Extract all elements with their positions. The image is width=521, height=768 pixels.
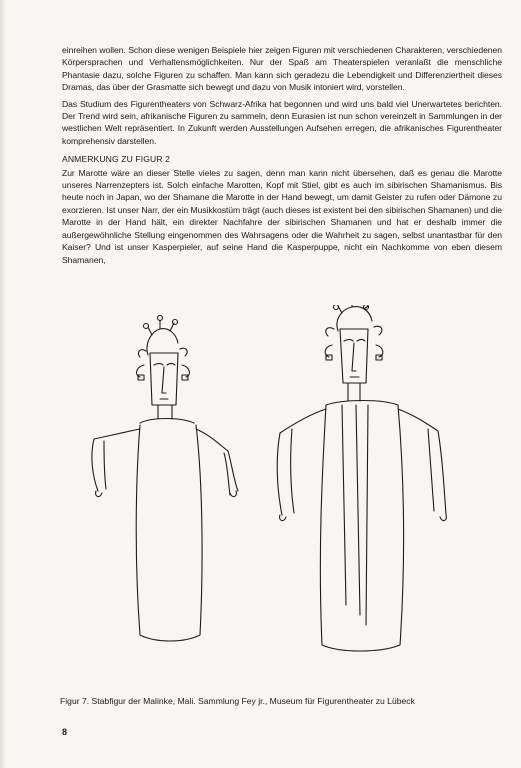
paragraph-2: Das Studium des Figurentheaters von Schwarz-Afrika hat begonnen und wird uns bald viel Unerwartetes berichten. Der Trend wird sein, afrikanische Figuren zu sammeln, denn Eurasien ist nun schon vereinzelt in Sammlungen in der westlichen Welt repräsentiert. In Zukunft werden Ausstellungen Aufsehen erregen, die afrikanisches Figurentheater komprehensiv darstellen. — [62, 98, 502, 146]
paragraph-3: Zur Marotte wäre an dieser Stelle vieles zu sagen, denn man kann nicht übersehen, daß es genau die Marotte unseres Narrenzepters ist. Solch einfache Marotten, Kopf mit Stiel, gibt es auch im sibirischen Shamanismus. Bis heute noch in Japan, wo der Shamane die Marotte in der Hand bewegt, um damit Geister zu rufen oder Dämone zu exorzieren. Ist unser Narr, der ein Musikkostüm trägt (auch dieses ist existent bei den sibirischen Shamanen) und die Marotte in der Hand hält, ein direkter Nachfahre der sibirischen Shamanen und hat er deshalb immer die außergewöhnliche Stellung eingenommen des Wahrsagens oder die Wahrheit zu sagen, selbst unantastbar für den Kaiser? Und ist unser Kasperpieler, auf seine Hand die Kasperpuppe, nicht ein Nachkomme von eben diesem Shamanen, — [62, 167, 502, 265]
paragraph-1: einreihen wollen. Schon diese wenigen Beispiele hier zeigen Figuren mit verschiedenen Charakteren, verschiedenen Körpersprachen und Verhaltensmöglichkeiten. Nur der Spaß am Theaterspielen veranlaßt die menschliche Phantasie dazu, solche Figuren zu schaffen. Man kann sich geradezu die Lebendigkeit und Differenziertheit dieses Dramas, das über der Grasmatte sich bewegt und dazu von Musik intoniert wird, vorstellen. — [62, 45, 502, 93]
body-text — [62, 44, 502, 270]
figure-caption: Figur 7. Stabfigur der Malinke, Mali. Sammlung Fey jr., Museum für Figurentheater zu Lübeck — [60, 696, 415, 706]
page-number: 8 — [62, 727, 68, 737]
figure-7-drawing — [60, 305, 490, 695]
section-heading: ANMERKUNG ZU FIGUR 2 — [62, 154, 170, 165]
page-edge-shadow — [0, 0, 6, 768]
left-puppet-drawing — [92, 316, 238, 642]
right-puppet-drawing — [277, 305, 446, 651]
